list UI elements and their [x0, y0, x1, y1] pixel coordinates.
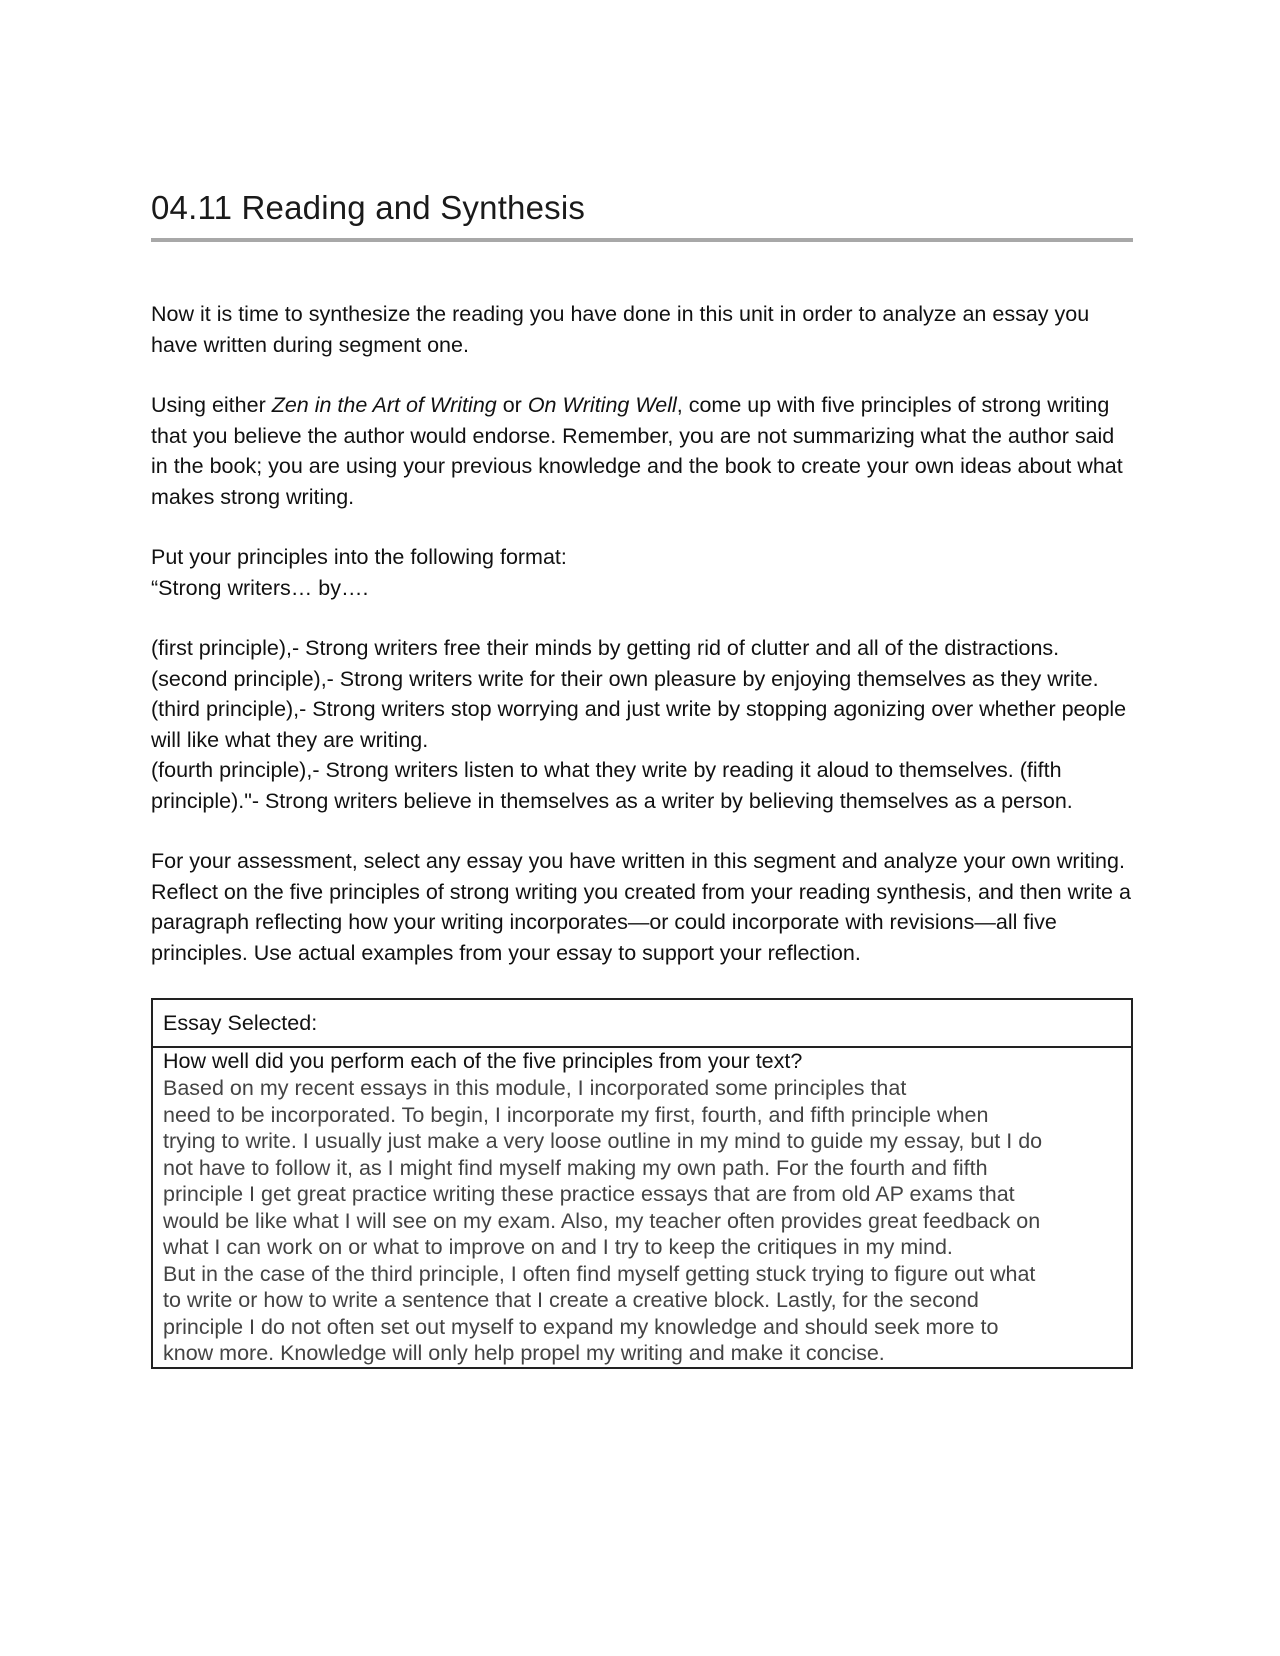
document-page [151, 186, 1133, 1369]
page-title: 04.11 Reading and Synthesis [151, 189, 586, 226]
instructions-paragraph [151, 390, 1133, 512]
principle-second: (second principle),- Strong writers write for their own pleasure by enjoying themselves as they write. [151, 666, 1099, 691]
assessment-paragraph: For your assessment, select any essay you have written in this segment and analyze your own writing. Reflect on the five principles of strong writing you created from your reading synthesis, and then write a paragraph reflecting how your writing incorporates—or could incorporate with revisions—all five principles. Use actual examples from your essay to support your reflection. [151, 849, 1131, 965]
instructions-or: or [496, 393, 528, 417]
book-title-on-writing-well: On Writing Well [527, 393, 677, 417]
principle-third: (third principle),- Strong writers stop worrying and just write by stopping agonizing over whether people will like what they are writing. [151, 697, 1127, 752]
response-table [151, 998, 1133, 1369]
principle-fourth-fifth: (fourth principle),- Strong writers listen to what they write by reading it aloud to themselves. (fifth principle)."- Strong writers believe in themselves as a writer by believing themselves as a person. [151, 758, 1073, 813]
principles-list [151, 633, 1133, 816]
response-question: How well did you perform each of the five principles from your text? [163, 1049, 803, 1073]
format-paragraph [151, 542, 1133, 603]
format-template: “Strong writers… by…. [151, 575, 369, 600]
answer-line: know more. Knowledge will only help propel my writing and make it concise. [163, 1341, 885, 1365]
essay-selected-row [152, 999, 1132, 1047]
answer-line: to write or how to write a sentence that I create a creative block. Lastly, for the second [163, 1288, 979, 1312]
answer-line: But in the case of the third principle, I often find myself getting stuck trying to figure out what [163, 1261, 1036, 1286]
response-answer [163, 1075, 1121, 1367]
answer-line: Based on my recent essays in this module, I incorporated some principles that [163, 1076, 907, 1100]
essay-selected-label: Essay Selected: [163, 1011, 318, 1035]
answer-line: not have to follow it, as I might find myself making my own path. For the fourth and fifth [163, 1155, 988, 1180]
answer-line: trying to write. I usually just make a very loose outline in my mind to guide my essay, but I do [163, 1129, 1043, 1153]
answer-row [152, 1047, 1132, 1368]
instructions-rest: , come up with five principles of strong writing that you believe the author would endorse. Remember, you are not summarizing what the author said in the book; you are using your previous knowledge and the book to create your own ideas about what makes strong writing. [151, 393, 1123, 509]
answer-line: what I can work on or what to improve on and I try to keep the critiques in my mind. [163, 1235, 953, 1259]
answer-line: would be like what I will see on my exam. Also, my teacher often provides great feedback on [163, 1208, 1041, 1233]
intro-paragraph: Now it is time to synthesize the reading you have done in this unit in order to analyze an essay you have written during segment one. [151, 302, 1090, 357]
book-title-zen: Zen in the Art of Writing [271, 393, 497, 417]
answer-line: principle I do not often set out myself to expand my knowledge and should seek more to [163, 1314, 999, 1339]
format-instruction: Put your principles into the following format: [151, 545, 567, 569]
instructions-prefix: Using either [151, 393, 272, 417]
answer-cell[interactable] [152, 1047, 1132, 1368]
principle-first: (first principle),- Strong writers free their minds by getting rid of clutter and all of the distractions. [151, 636, 1060, 660]
answer-line: need to be incorporated. To begin, I incorporate my first, fourth, and fifth principle when [163, 1102, 989, 1127]
title-divider [151, 238, 1133, 242]
answer-line: principle I get great practice writing these practice essays that are from old AP exams that [163, 1182, 1015, 1206]
essay-selected-cell[interactable] [152, 999, 1132, 1047]
